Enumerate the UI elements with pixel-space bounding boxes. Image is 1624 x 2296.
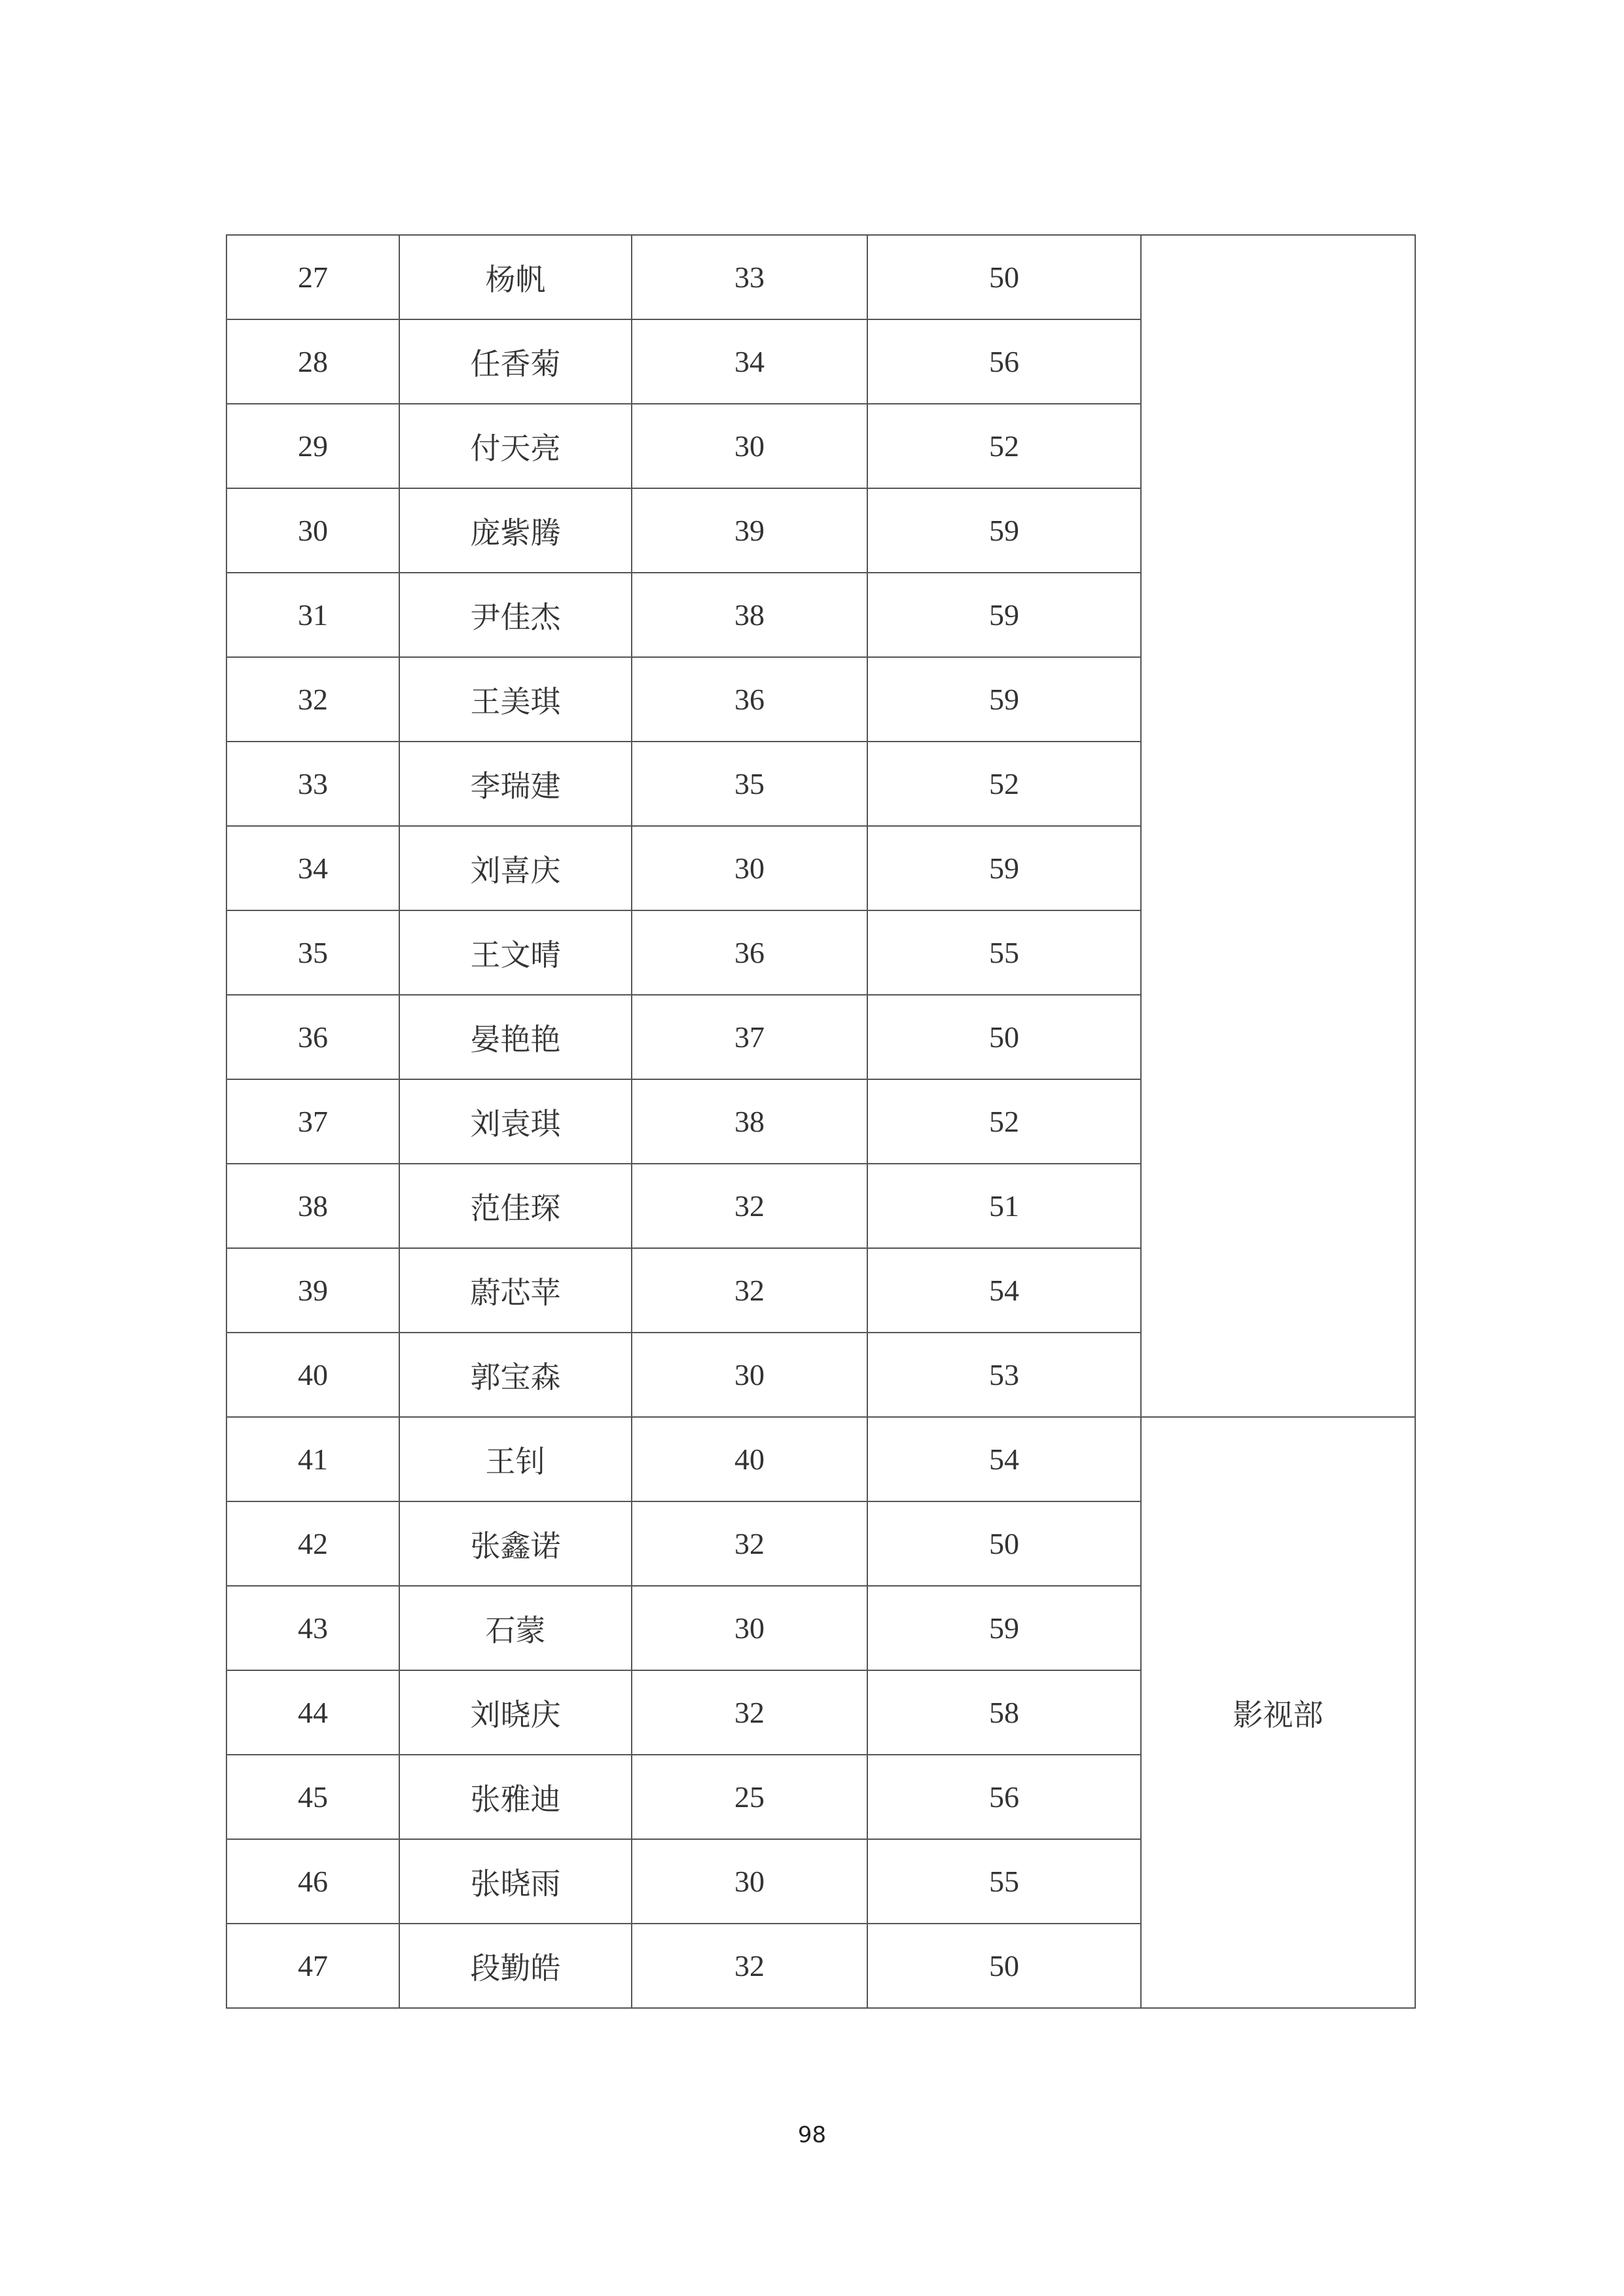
department-cell (1141, 235, 1415, 1417)
row-number-cell: 38 (226, 1164, 399, 1248)
value-cell-a: 30 (632, 404, 867, 488)
name-cell: 王美琪 (399, 657, 632, 742)
value-cell-b: 59 (867, 488, 1141, 573)
name-cell: 尹佳杰 (399, 573, 632, 657)
value-cell-a: 34 (632, 319, 867, 404)
value-cell-b: 50 (867, 1924, 1141, 2008)
table-row (226, 1417, 1415, 1501)
value-cell-b: 54 (867, 1248, 1141, 1333)
name-cell: 刘喜庆 (399, 826, 632, 910)
name-cell: 段勤皓 (399, 1924, 632, 2008)
row-number-cell: 43 (226, 1586, 399, 1670)
row-number-cell: 47 (226, 1924, 399, 2008)
value-cell-b: 55 (867, 910, 1141, 995)
value-cell-b: 59 (867, 573, 1141, 657)
name-cell: 蔚芯苹 (399, 1248, 632, 1333)
value-cell-a: 38 (632, 1079, 867, 1164)
value-cell-b: 56 (867, 319, 1141, 404)
row-number-cell: 29 (226, 404, 399, 488)
value-cell-a: 40 (632, 1417, 867, 1501)
value-cell-a: 35 (632, 742, 867, 826)
row-number-cell: 33 (226, 742, 399, 826)
name-cell: 付天亮 (399, 404, 632, 488)
name-cell: 王钊 (399, 1417, 632, 1501)
row-number-cell: 45 (226, 1755, 399, 1839)
value-cell-b: 52 (867, 1079, 1141, 1164)
value-cell-b: 58 (867, 1670, 1141, 1755)
value-cell-b: 53 (867, 1333, 1141, 1417)
row-number-cell: 37 (226, 1079, 399, 1164)
value-cell-b: 54 (867, 1417, 1141, 1501)
roster-table-body (226, 235, 1415, 2008)
name-cell: 郭宝森 (399, 1333, 632, 1417)
row-number-cell: 30 (226, 488, 399, 573)
value-cell-b: 59 (867, 826, 1141, 910)
value-cell-b: 52 (867, 742, 1141, 826)
name-cell: 张晓雨 (399, 1839, 632, 1924)
row-number-cell: 46 (226, 1839, 399, 1924)
value-cell-a: 37 (632, 995, 867, 1079)
page-number: 98 (797, 2122, 827, 2148)
value-cell-a: 32 (632, 1248, 867, 1333)
name-cell: 庞紫腾 (399, 488, 632, 573)
name-cell: 李瑞建 (399, 742, 632, 826)
value-cell-b: 50 (867, 235, 1141, 319)
name-cell: 石蒙 (399, 1586, 632, 1670)
name-cell: 刘袁琪 (399, 1079, 632, 1164)
value-cell-b: 50 (867, 995, 1141, 1079)
row-number-cell: 27 (226, 235, 399, 319)
row-number-cell: 34 (226, 826, 399, 910)
value-cell-a: 33 (632, 235, 867, 319)
row-number-cell: 39 (226, 1248, 399, 1333)
department-cell: 影视部 (1141, 1417, 1415, 2008)
value-cell-a: 30 (632, 826, 867, 910)
row-number-cell: 32 (226, 657, 399, 742)
value-cell-a: 30 (632, 1586, 867, 1670)
value-cell-b: 51 (867, 1164, 1141, 1248)
value-cell-a: 30 (632, 1333, 867, 1417)
value-cell-b: 59 (867, 657, 1141, 742)
value-cell-a: 38 (632, 573, 867, 657)
row-number-cell: 31 (226, 573, 399, 657)
row-number-cell: 40 (226, 1333, 399, 1417)
name-cell: 张雅迪 (399, 1755, 632, 1839)
value-cell-b: 50 (867, 1501, 1141, 1586)
name-cell: 范佳琛 (399, 1164, 632, 1248)
roster-table (226, 234, 1416, 2009)
value-cell-a: 32 (632, 1670, 867, 1755)
value-cell-b: 59 (867, 1586, 1141, 1670)
value-cell-a: 30 (632, 1839, 867, 1924)
value-cell-a: 32 (632, 1164, 867, 1248)
value-cell-a: 36 (632, 657, 867, 742)
name-cell: 杨帆 (399, 235, 632, 319)
value-cell-a: 36 (632, 910, 867, 995)
name-cell: 王文晴 (399, 910, 632, 995)
row-number-cell: 28 (226, 319, 399, 404)
name-cell: 晏艳艳 (399, 995, 632, 1079)
row-number-cell: 44 (226, 1670, 399, 1755)
row-number-cell: 41 (226, 1417, 399, 1501)
name-cell: 刘晓庆 (399, 1670, 632, 1755)
value-cell-b: 52 (867, 404, 1141, 488)
value-cell-a: 32 (632, 1924, 867, 2008)
row-number-cell: 36 (226, 995, 399, 1079)
name-cell: 张鑫诺 (399, 1501, 632, 1586)
table-row (226, 235, 1415, 319)
value-cell-a: 25 (632, 1755, 867, 1839)
name-cell: 任香菊 (399, 319, 632, 404)
row-number-cell: 42 (226, 1501, 399, 1586)
value-cell-a: 32 (632, 1501, 867, 1586)
value-cell-a: 39 (632, 488, 867, 573)
row-number-cell: 35 (226, 910, 399, 995)
value-cell-b: 55 (867, 1839, 1141, 1924)
value-cell-b: 56 (867, 1755, 1141, 1839)
